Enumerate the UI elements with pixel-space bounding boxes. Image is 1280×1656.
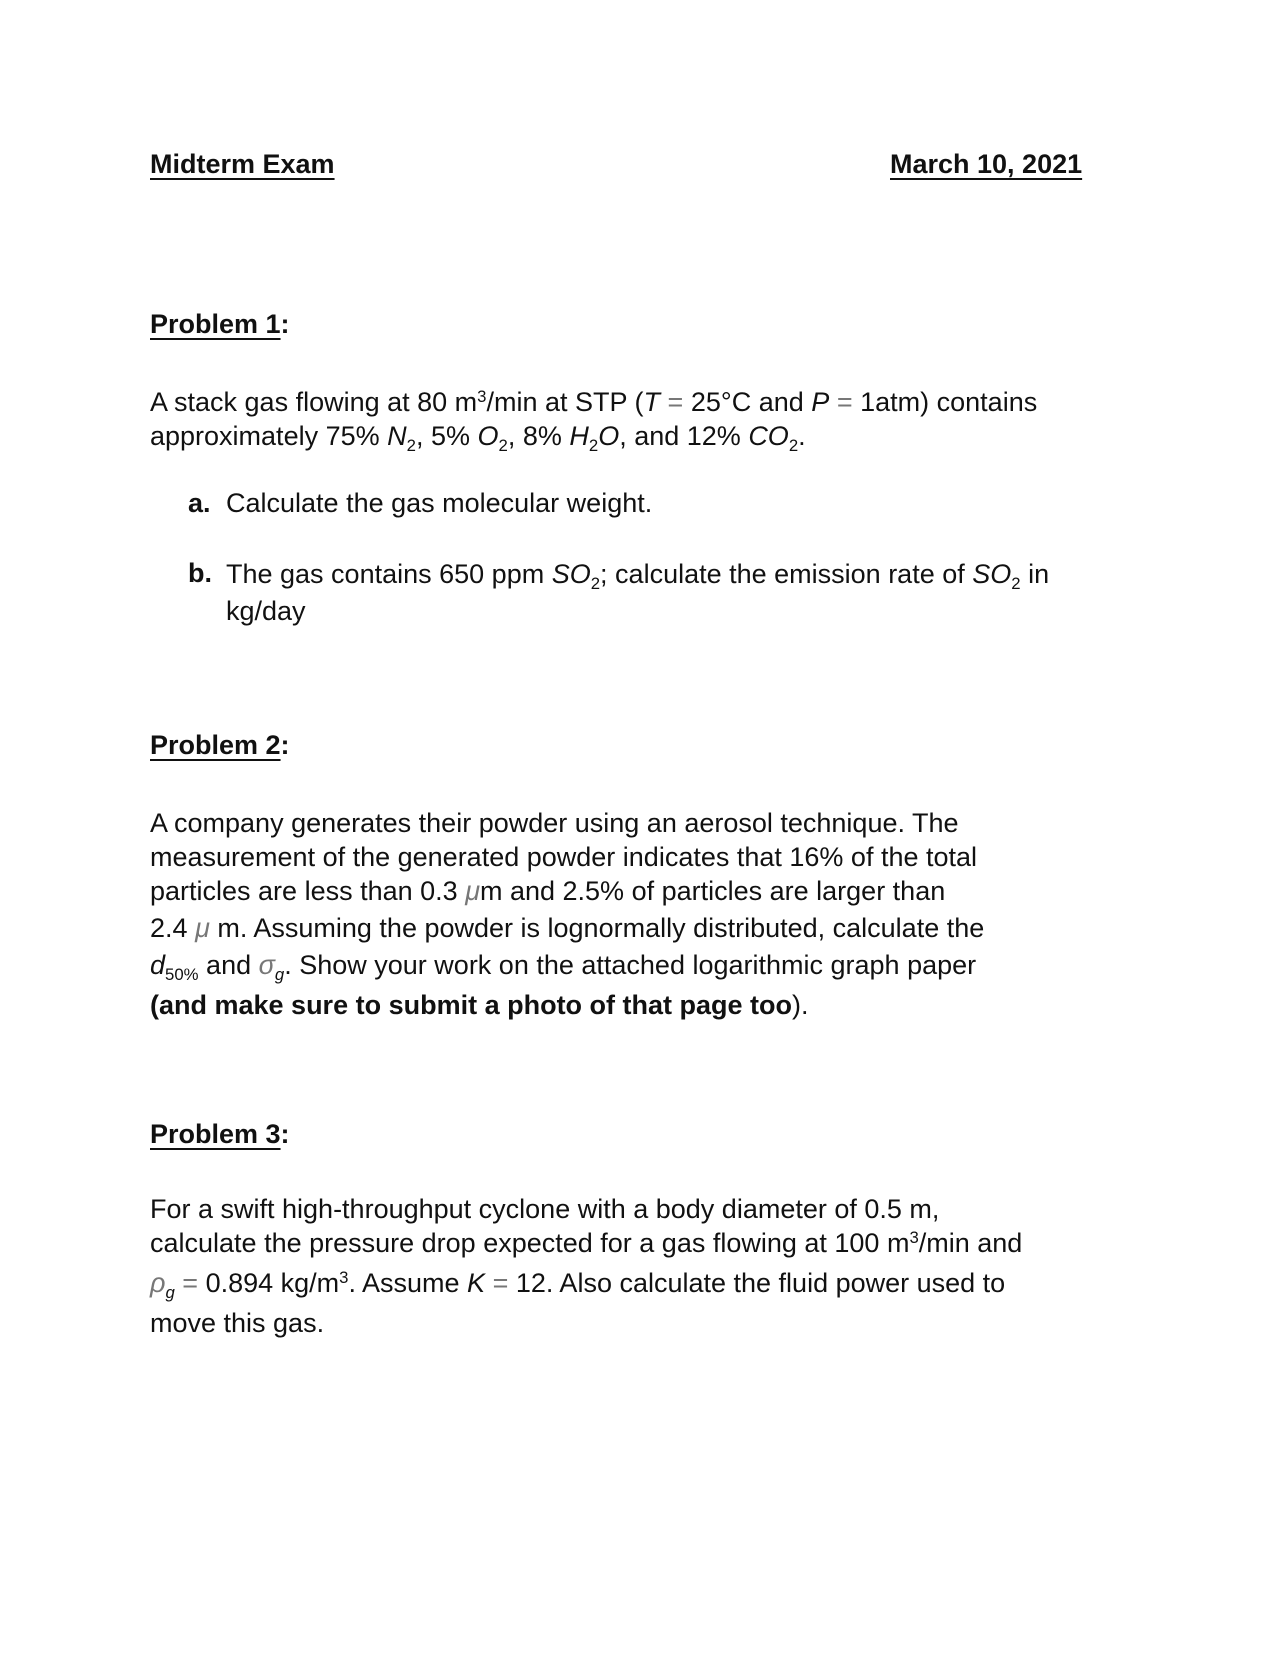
text-run: ; calculate the emission rate of bbox=[600, 559, 965, 589]
problem-3-line-1: For a swift high-throughput cyclone with a body diameter of 0.5 m, bbox=[150, 1194, 940, 1224]
exam-date: March 10, 2021 bbox=[890, 149, 1083, 179]
exam-title: Midterm Exam bbox=[150, 149, 335, 179]
subscript: g bbox=[165, 1282, 175, 1302]
sigma-symbol: σ bbox=[258, 950, 275, 981]
problem-2-statement bbox=[150, 806, 1150, 1022]
part-text: Calculate the gas molecular weight. bbox=[226, 488, 653, 518]
subscript: 2 bbox=[588, 435, 599, 455]
subscript: 2 bbox=[406, 435, 416, 455]
problem-3-heading bbox=[150, 1117, 290, 1151]
text-run: kg/day bbox=[226, 595, 306, 626]
problem-1-part-b bbox=[188, 556, 1148, 628]
text-run: and bbox=[206, 950, 252, 981]
problem-3-line-4: move this gas. bbox=[150, 1308, 325, 1339]
text-run: 2.4 bbox=[150, 913, 188, 944]
problem-2-line-5 bbox=[150, 948, 1150, 982]
problem-2-line-4 bbox=[150, 911, 1150, 945]
pressure-unit: atm bbox=[875, 387, 921, 417]
equals-sign: = bbox=[667, 387, 684, 417]
text-run: A stack gas flowing at 80 m bbox=[150, 387, 478, 417]
rho-symbol: ρ bbox=[150, 1268, 166, 1299]
formula-H2O: H bbox=[569, 421, 589, 452]
heading-colon: : bbox=[280, 730, 290, 760]
text-run: particles are less than 0.3 bbox=[150, 876, 458, 907]
text-run: in bbox=[1028, 559, 1050, 589]
text-run: . Show your work on the attached logarithmic graph paper bbox=[284, 950, 977, 981]
text-run: ) contains bbox=[920, 387, 1038, 417]
problem-1-line-2 bbox=[150, 419, 1150, 453]
text-run: , and 12% bbox=[619, 421, 741, 452]
text-run: . bbox=[798, 421, 806, 452]
problem-2-heading bbox=[150, 728, 290, 762]
equals-sign: = bbox=[182, 1268, 199, 1299]
text-run: C and bbox=[731, 387, 804, 417]
text-run: ). bbox=[792, 990, 809, 1021]
subscript: g bbox=[274, 964, 285, 984]
var-P: P bbox=[811, 387, 830, 417]
text-run: m and 2.5% of particles are larger than bbox=[479, 876, 946, 907]
formula-N2: N bbox=[387, 421, 407, 452]
text-run: /min at STP ( bbox=[486, 387, 644, 417]
text-run: 0.894 kg/m bbox=[205, 1268, 340, 1299]
superscript: 3 bbox=[477, 386, 487, 406]
var-d: d bbox=[150, 950, 166, 981]
text-run: . Assume bbox=[348, 1268, 460, 1299]
part-label: a. bbox=[188, 488, 211, 518]
problem-1-line-1 bbox=[150, 385, 1150, 419]
degree-symbol: ° bbox=[720, 387, 732, 417]
superscript: 3 bbox=[339, 1267, 349, 1287]
bold-text: (and make sure to submit a photo of that page too bbox=[150, 990, 793, 1021]
formula-H2O-O: O bbox=[598, 421, 620, 452]
k-value: 12 bbox=[515, 1268, 546, 1299]
pressure-value: 1 bbox=[860, 387, 876, 417]
var-K: K bbox=[467, 1268, 486, 1299]
temperature-value: 25 bbox=[690, 387, 721, 417]
equals-sign: = bbox=[492, 1268, 509, 1299]
text-run: calculate the pressure drop expected for a gas flowing at 100 m bbox=[150, 1228, 910, 1259]
formula-O2: O bbox=[477, 421, 499, 452]
problem-1-title: Problem 1 bbox=[150, 309, 281, 339]
problem-2-line-1: A company generates their powder using an aerosol technique. The bbox=[150, 808, 959, 838]
part-text bbox=[226, 556, 1049, 628]
problem-3-title: Problem 3 bbox=[150, 1119, 281, 1149]
subscript: 2 bbox=[1011, 573, 1021, 593]
problem-2-line-2: measurement of the generated powder indicates that 16% of the total bbox=[150, 842, 978, 873]
formula-SO2: SO bbox=[551, 559, 591, 589]
heading-colon: : bbox=[280, 1119, 290, 1149]
text-run: m. Assuming the powder is lognormally distributed, calculate the bbox=[217, 913, 985, 944]
equals-sign: = bbox=[836, 387, 853, 417]
part-label: b. bbox=[188, 558, 212, 588]
problem-3-statement bbox=[150, 1192, 1150, 1340]
subscript: 2 bbox=[498, 435, 508, 455]
subscript: 2 bbox=[590, 573, 601, 593]
subscript: 2 bbox=[788, 435, 799, 455]
text-run: , 5% bbox=[415, 421, 470, 452]
problem-3-line-3 bbox=[150, 1266, 1150, 1300]
text-run: . Also calculate the fluid power used to bbox=[545, 1268, 1006, 1299]
superscript: 3 bbox=[909, 1227, 919, 1247]
problem-1-heading bbox=[150, 307, 290, 341]
text-run: /min and bbox=[918, 1228, 1023, 1259]
problem-1-part-a bbox=[188, 486, 1148, 520]
var-T: T bbox=[643, 387, 661, 417]
mu-symbol: μ bbox=[465, 876, 480, 907]
text-run: approximately 75% bbox=[150, 421, 380, 452]
problem-1-statement bbox=[150, 385, 1150, 453]
problem-3-line-2 bbox=[150, 1226, 1150, 1260]
text-run: , 8% bbox=[507, 421, 562, 452]
problem-2-line-6 bbox=[150, 988, 1150, 1022]
text-run: The gas contains 650 ppm bbox=[226, 559, 545, 589]
heading-colon: : bbox=[280, 309, 290, 339]
problem-2-title: Problem 2 bbox=[150, 730, 281, 760]
formula-SO2: SO bbox=[972, 559, 1012, 589]
mu-symbol: μ bbox=[195, 913, 210, 944]
problem-2-line-3 bbox=[150, 874, 1150, 908]
formula-CO2: CO bbox=[748, 421, 789, 452]
subscript: 50% bbox=[165, 964, 199, 984]
